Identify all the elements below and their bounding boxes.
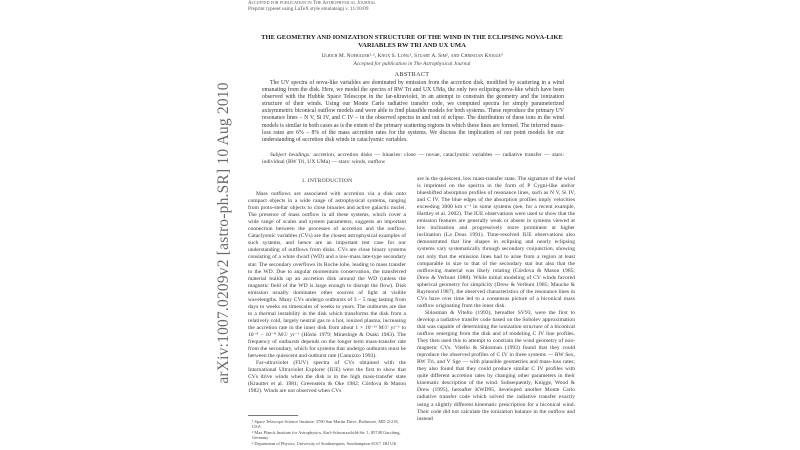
left-column [248, 176, 406, 395]
paragraph: Far-ultraviolet (FUV) spectra of CVs obtained with the International Ultraviolet Explorer (IUE) were the first to show that CVs drive winds when the disk is in the high mass-transfer state (Krautter et al. 1981; Greenstein & Oke 1982; Córdova & Mason 1982). Winds are not observed when CVs [248, 360, 406, 395]
footnotes [248, 415, 406, 446]
preprint-line-1: Accepted for publication in The Astrophysical Journal [248, 0, 376, 6]
subject-headings-text: accretion, accretion disks — binaries: close — novae, cataclysmic variables — radiative transfer — stars: individual (RW Tri, UX UMa) — stars: winds, outflow [262, 152, 564, 165]
paragraph: Mass outflows are associated with accretion via a disk onto compact objects in a wide range of astrophysical systems, ranging from proto-stellar objects to close binaries and active galactic nuclei. The presence of mass outflow in all these systems, which cover a wide range of scales and system parameters, suggests an important connection between the processes of accretion and the outflow. Cataclysmic variables (CVs) are the closest astrophysical examples of such systems, and hence are an important test case for our understanding of outflows from disks. CVs are close binary systems consisting of a white dwarf (WD) and a low-mass late-type secondary star. The secondary overflows its Roche lobe, leading to mass transfer to the WD. Due to angular momentum conservation, the transferred material builds up an accretion disk around the WD (unless the magnetic field of the WD is large enough to disrupt the flow). Disk emission usually dominates other sources of light at visible wavelengths. Many CVs undergo outbursts of 3 – 5 mag lasting from days to weeks on timescales of weeks to years. The outbursts are due to a thermal instability in the disk which transforms the disk from a relatively cold, largely neutral gas to a hot, ionized plasma, increasing the accretion rate in the inner disk from about 1 × 10⁻¹¹ M☉ yr⁻¹ to 10⁻⁸ – 10⁻⁸ M☉ yr⁻¹ (Hōshi 1979; Mineshige & Osaki 1983). The frequency of outbursts depends on the longer term mass-transfer rate from the secondary, which for systems that undergo outbursts must be between the quiescent and outburst rate (Cannizzo 1993). [248, 191, 406, 360]
preprint-line-2: Preprint typeset using LaTeX style emulateapj v. 11/10/09 [248, 6, 369, 13]
subject-headings-label: Subject headings: [270, 152, 311, 158]
acceptance-note: Accepted for publication in The Astrophysical Journal [353, 61, 471, 67]
author-list: Ulrich M. Noebauer¹·², Knox S. Long¹, Stuart A. Sim², and Christian Knigge³ [321, 53, 503, 59]
subject-headings [262, 152, 564, 166]
footnote: ³ Department of Physics, University of Southampton, Southampton SO17 1BJ UK [252, 440, 397, 446]
preprint-header [248, 0, 376, 13]
paper-title: THE GEOMETRY AND IONIZATION STRUCTURE OF THE WIND IN THE ECLIPSING NOVA-LIKE VARIABLES RW TRI AND UX UMA [261, 34, 563, 50]
paragraph: are in the quiescent, low mass-transfer state. The signature of the wind is imprinted on the spectra in the form of P Cygni-like and/or blueshifted absorption profiles of resonance lines, such as N V, Si IV, and C IV. The blue edges of the absorption profiles imply velocities exceeding 3000 km s⁻¹ in some systems (see, for a recent example, Hartley et al. 2002). The IUE observations were used to show that the emission features are generally weak or absent in systems viewed at low inclination and progressively more prominent at higher inclination (La Dous 1991). Time-resolved IUE observations also demonstrated that line shapes in eclipsing and nearly eclipsing systems vary systematically through secondary conjunction, showing not only that the emission lines had to arise from a region at least comparable in size to that of the secondary star but also that the outflowing material was likely rotating (Córdova & Mason 1985; Drew & Verbunt 1988). While initial modeling of CV winds favored spherical geometry for simplicity (Drew & Verbunt 1985; Mauche & Raymond 1987), the observed characteristics of the resonance lines in CVs have over time led to a consensus picture of a biconical mass outflow originating from the inner disk. [417, 176, 575, 309]
arxiv-stamp [214, 48, 234, 418]
footnote: ² Max Planck Institute for Astrophysics, Karl-Schwarzschild-Str. 1, 85748 Garching, Germany [252, 429, 401, 441]
abstract-text: The UV spectra of nova-like variables are dominated by emission from the accretion disk, modified by scattering in a wind emanating from the disk. Here, we model the spectra of RW Tri and UX UMa, the only two eclipsing nova-like which have been observed with the Hubble Space Telescope in the far-ultraviolet, in an attempt to constrain the geometry and the ionization structure of their winds. Using our Monte Carlo radiative transfer code, we computed spectra for simply parameterized axisymmetric biconical outflow models and were able to find plausible models for both systems. These reproduce the primary UV resonance lines – N V, Si IV, and C IV – in the observed spectra in and out of eclipse. The distribution of these ions in the wind models is similar in both cases as is the extent of the primary scattering regions in which these lines are formed. The inferred mass-loss rates are 6% – 8% of the mass accretion rates for the systems. We discuss the implication of our point models for our understanding of accretion disk winds in cataclysmic variables. [262, 80, 565, 143]
paragraph: Shlosman & Vitello (1993), hereafter SV93, were the first to develop a radiative transfer code based on the Sobolev approximation that was capable of determining the ionization structure of a biconical outflow emerging from the disk and of modeling C IV line profiles. They then used this to attempt to constrain the wind geometry of non-magnetic CVs. Vitello & Shlosman (1993) found that they could reproduce the observed profiles of C IV in three systems — RW Sex, RW Tri, and V Sge — with plausible geometries and mass-loss rates; they also found that they could produce similar C IV profiles with quite different accretion rates by changing other parameters in their kinematic description of the wind. Subsequently, Knigge, Wood & Drew (1995), hereafter KWD95, developed another Monte Carlo radiative transfer code which solved the radiative transfer exactly using a slightly different kinematic prescription for a biconical wind. Their code did not calculate the ionization balance in the outflow and instead [417, 309, 575, 422]
section-heading-introduction: 1. INTRODUCTION [301, 178, 353, 184]
right-column [417, 176, 575, 423]
footnote: ¹ Space Telescope Science Institute, 3700 San Martin Drive, Baltimore, MD 21218, USA [252, 419, 399, 430]
abstract [262, 80, 564, 144]
footnote-rule [248, 415, 298, 416]
arxiv-id[interactable]: arXiv:1007.0209v2 [astro-ph.SR] 10 Aug 2010 [215, 82, 232, 384]
abstract-heading: ABSTRACT [394, 71, 430, 78]
